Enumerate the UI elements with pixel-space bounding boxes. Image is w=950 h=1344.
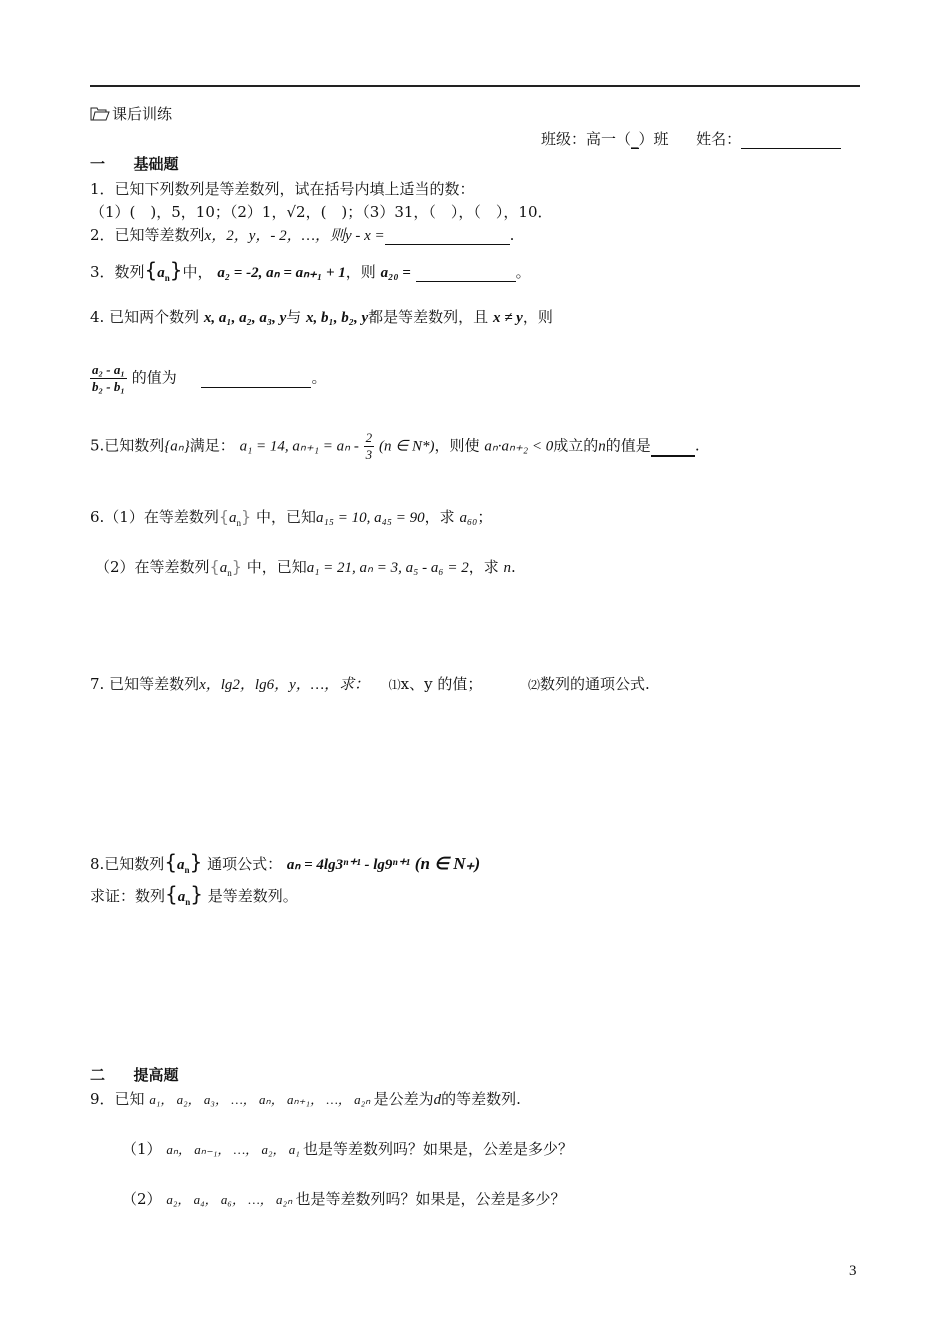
section1-title: 基础题 — [133, 155, 179, 173]
q5-domain: (n ∈ N*) — [378, 438, 435, 455]
q4-rest: 都是等差数列，且 — [368, 308, 489, 326]
folder-icon — [90, 107, 110, 125]
q7-p1-text: x、y 的值； — [400, 675, 483, 693]
q5-answer-blank[interactable] — [651, 437, 695, 457]
q8-line2: 求证：数列$\{a_n\}$ 是等差数列。 — [90, 882, 298, 907]
name-blank[interactable] — [741, 130, 841, 149]
q9-var: d — [433, 1092, 442, 1108]
q2-answer-blank[interactable] — [385, 226, 510, 245]
q5-fraction: $\frac{2}{3}$ — [365, 430, 373, 462]
q6-p1-prefix: 6.（1）在等差数列 — [90, 508, 219, 526]
q3-condition: a₂ = -2, aₙ = aₙ₊₁ + 1 — [217, 265, 346, 281]
q9-p1-seq: aₙ， aₙ₋₁， …， a₂， a₁ — [166, 1142, 300, 1157]
q5: 5.已知数列{aₙ}满足： a₁ = 14, aₙ₊₁ = aₙ - $\frac{2}{3}$ (n ∈ N*)，则使 aₙ·aₙ₊₂ < 0成立的n的值是 . — [90, 430, 700, 462]
q8-prefix: 8.已知数列 — [90, 855, 165, 873]
q4-then: ，则 — [522, 308, 553, 326]
q1-text: 1．已知下列数列是等差数列，试在括号内填上适当的数： — [90, 180, 475, 198]
q8-line2-end: 是等差数列。 — [207, 887, 298, 905]
q4-frac-num: a₂ - a₁ — [92, 362, 125, 377]
q4-seq1: x, a₁, a₂, a₃, y — [203, 310, 287, 326]
section1-heading — [90, 153, 179, 174]
class-blank[interactable]: _ — [631, 130, 639, 148]
q5-then: ，则使 — [434, 436, 480, 455]
q9-p2-text: 也是等差数列吗？如果是，公差是多少？ — [295, 1190, 566, 1208]
name-label: 姓名： — [696, 130, 742, 148]
section1-number: 一 — [90, 155, 106, 173]
q9-seq: a₁， a₂， a₃， …， aₙ， aₙ₊₁， …， a₂ₙ — [149, 1092, 371, 1107]
q8-line1: 8.已知数列$\{a_n\}$ 通项公式： aₙ = 4lg3ⁿ⁺¹ - lg9ⁿ⁺¹ (n ∈ N₊) — [90, 850, 481, 875]
section2-title: 提高题 — [133, 1066, 179, 1084]
q2-sequence: x，2，y，- 2，…，则 — [204, 228, 345, 244]
q8-line2-prefix: 求证：数列 — [90, 887, 166, 905]
q5-end: 的值是 — [605, 436, 651, 455]
q2 — [90, 224, 514, 245]
q6-p2-target: n — [503, 560, 511, 576]
q5-inequality: aₙ·aₙ₊₂ < 0 — [484, 438, 554, 455]
q6-part2: （2）在等差数列$\{a_n\}$ 中，已知a₁ = 21, aₙ = 3, a₅ - a₆ = 2，求 n. — [95, 557, 516, 578]
class-name-line — [541, 128, 841, 149]
q9-part2: （2） a₂， a₄， a₆， …， a₂ₙ 也是等差数列吗？如果是，公差是多少？ — [122, 1190, 566, 1208]
q7-p2-text: 数列的通项公式. — [539, 675, 650, 693]
q6-p2-mid: 中，已知 — [246, 558, 307, 576]
q4-and: 与 — [286, 308, 302, 326]
q9-prefix: 9．已知 — [90, 1090, 145, 1108]
q2-expression: y - x = — [344, 228, 385, 244]
q8-mid: 通项公式： — [207, 855, 283, 873]
q4-value-text: 的值为 — [131, 368, 177, 387]
q3-answer-blank[interactable] — [416, 263, 516, 282]
q4-seq2: x, b₁, b₂, y — [306, 310, 369, 326]
q5-satisfies: 满足： — [189, 436, 235, 455]
q4-line2 — [90, 362, 327, 395]
q3-seq-brace: { — [144, 258, 158, 282]
q9-p1-text: 也是等差数列吗？如果是，公差是多少？ — [303, 1140, 574, 1158]
q2-end: . — [509, 226, 515, 244]
q9-line1 — [90, 1088, 521, 1109]
q3-ask: a₂₀ = — [380, 265, 411, 281]
q6-p2-prefix: （2）在等差数列 — [95, 558, 210, 576]
top-rule — [90, 85, 860, 87]
q3-mid: 中， — [182, 263, 213, 281]
q4-frac-den: b₂ - b₁ — [92, 379, 125, 394]
q3-end: 。 — [515, 263, 531, 281]
q7-prefix: 7. 已知等差数列 — [90, 675, 200, 693]
q4-answer-blank[interactable] — [201, 369, 311, 388]
section2-heading — [90, 1064, 179, 1085]
q1-line2: （1）( )，5，10；（2）1，√2，( )；（3）31，（ ），（ ），10． — [90, 203, 553, 221]
class-suffix: ）班 — [638, 130, 669, 148]
q9-part1: （1） aₙ， aₙ₋₁， …， a₂， a₁ 也是等差数列吗？如果是，公差是多少？ — [122, 1140, 574, 1158]
q4-fraction — [90, 362, 127, 395]
q3-then: ，则 — [345, 263, 376, 281]
q6-p1-mid: 中，已知 — [256, 508, 317, 526]
q5-rest: 成立的 — [553, 436, 599, 455]
q4 — [90, 306, 553, 327]
q9-end: 的等差数列. — [441, 1090, 521, 1108]
q3-prefix: 3．数列 — [90, 263, 145, 281]
class-label: 班级：高一（ — [541, 130, 632, 148]
q8-domain: (n ∈ N₊) — [414, 854, 481, 873]
q6-p1-target: a₆₀ — [459, 510, 478, 526]
q7: 7. 已知等差数列x，lg2，lg6，y，…，求： ⑴x、y 的值； ⑵数列的通项公式. — [90, 675, 650, 693]
q9-rest: 是公差为 — [373, 1090, 434, 1108]
q6-p1-condition: a₁₅ = 10, a₄₅ = 90 — [316, 510, 425, 526]
q2-prefix: 2．已知等差数列 — [90, 226, 205, 244]
q4-condition: x ≠ y — [492, 310, 523, 326]
section2-number: 二 — [90, 1066, 106, 1084]
section-title-text: 课后训练 — [112, 105, 173, 123]
page-number: 3 — [849, 1263, 857, 1279]
q4-prefix: 4. 已知两个数列 — [90, 308, 200, 326]
q5-var: n — [598, 438, 606, 455]
q6-part1: 6.（1）在等差数列$\{a_n\}$ 中，已知a₁₅ = 10, a₄₅ = 90，求 a₆₀； — [90, 507, 493, 528]
q3: 3．数列$\{a_n\}$中， a₂ = -2, aₙ = aₙ₊₁ + 1，则 a₂₀ = 。 — [90, 258, 531, 283]
q7-seq: x，lg2，lg6，y，…，求： — [199, 677, 370, 693]
section-title — [90, 103, 172, 125]
q6-p2-condition: a₁ = 21, aₙ = 3, a₅ - a₆ = 2 — [306, 560, 469, 576]
q4-end: 。 — [311, 368, 327, 387]
q5-seq: {aₙ} — [164, 438, 190, 455]
q9-p2-seq: a₂， a₄， a₆， …， a₂ₙ — [166, 1192, 293, 1207]
q5-condition: a₁ = 14, aₙ₊₁ = aₙ - — [239, 438, 359, 455]
q5-prefix: 5.已知数列 — [90, 436, 165, 455]
q8-formula: aₙ = 4lg3ⁿ⁺¹ - lg9ⁿ⁺¹ — [286, 857, 410, 873]
